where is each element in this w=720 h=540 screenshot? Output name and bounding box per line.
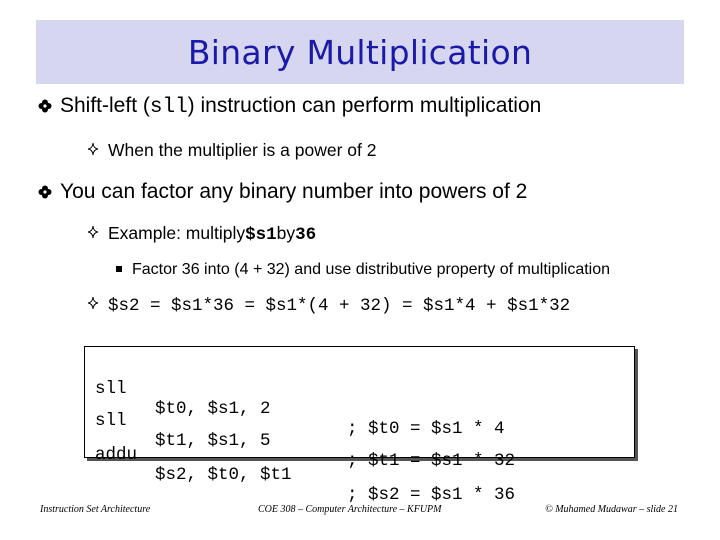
code-op: addu <box>95 445 138 465</box>
slide-title: Binary Multiplication <box>187 32 533 72</box>
bullet-2-example <box>86 223 316 245</box>
code-op: sll <box>95 411 127 431</box>
bullet-2-subsub <box>116 261 610 279</box>
bullet-1-text-b: ) instruction can perform multiplication <box>187 94 542 117</box>
star-bullet-icon <box>86 294 100 315</box>
bullet-2-text: You can factor any binary number into powers of 2 <box>60 180 528 203</box>
example-mid: by <box>276 223 296 243</box>
slide-title-bar <box>36 20 684 84</box>
bullet-1-text-a: Shift-left ( <box>60 94 150 117</box>
code-comment: ; $s2 = $s1 * 36 <box>347 485 516 505</box>
code-args: $s2, $t0, $t1 <box>155 465 292 485</box>
bullet-2-equation <box>86 294 570 316</box>
equation-text: $s2 = $s1*36 = $s1*(4 + 32) = $s1*4 + $s1*32 <box>108 296 571 316</box>
code-block <box>84 346 635 505</box>
example-register: $s1 <box>245 225 277 245</box>
footer-center: COE 308 – Computer Architecture – KFUPM <box>258 504 442 515</box>
code-comment: ; $t1 = $s1 * 32 <box>347 451 516 471</box>
factor-text: Factor 36 into (4 + 32) and use distributive property of multiplication <box>132 261 611 278</box>
star-bullet-icon <box>86 140 100 161</box>
square-bullet-icon <box>116 266 122 272</box>
bullet-1-sub <box>86 140 376 161</box>
bullet-1 <box>38 94 541 119</box>
bullet-1-sub-text: When the multiplier is a power of 2 <box>108 140 377 160</box>
code-comment: ; $t0 = $s1 * 4 <box>347 419 505 439</box>
bullet-2 <box>38 180 527 204</box>
footer-right: © Muhamed Mudawar – slide 21 <box>545 504 678 515</box>
code-args: $t0, $s1, 2 <box>155 399 271 419</box>
example-number: 36 <box>295 225 317 245</box>
example-prefix: Example: multiply <box>108 223 246 243</box>
diamond-bullet-icon <box>38 185 50 197</box>
footer-left: Instruction Set Architecture <box>40 504 151 515</box>
star-bullet-icon <box>86 223 100 244</box>
code-args: $t1, $s1, 5 <box>155 431 271 451</box>
diamond-bullet-icon <box>38 99 50 111</box>
code-op: sll <box>95 379 127 399</box>
bullet-1-code: sll <box>149 96 188 119</box>
